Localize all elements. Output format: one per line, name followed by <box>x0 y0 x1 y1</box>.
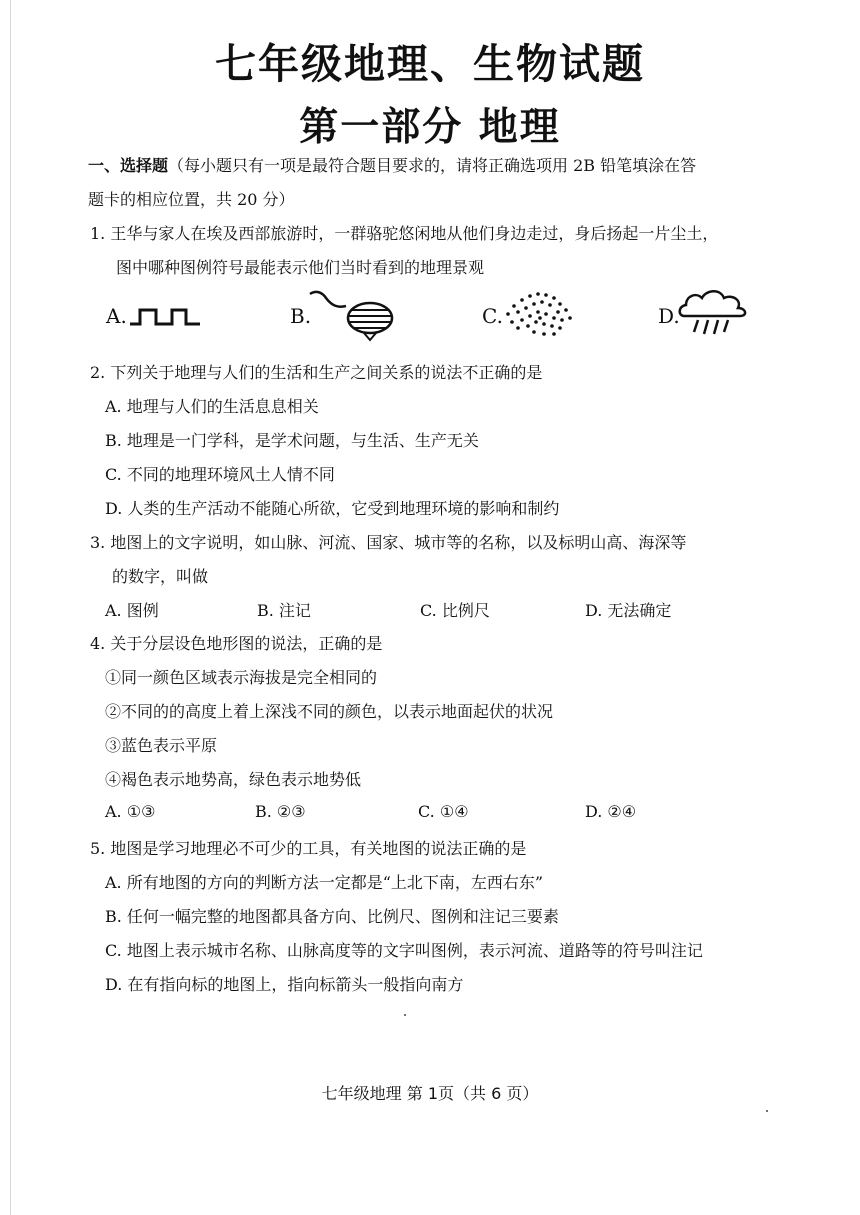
q2-stem: 2. 下列关于地理与人们的生活和生产之间关系的说法不正确的是 <box>90 363 543 382</box>
exam-title: 七年级地理、生物试题 <box>215 40 645 88</box>
q4-option-b: B. ②③ <box>255 802 306 821</box>
sandstorm-symbol-icon <box>500 288 580 342</box>
scan-speck <box>404 1014 406 1016</box>
q1-option-c <box>482 290 582 344</box>
q4-stem: 4. 关于分层设色地形图的说法，正确的是 <box>90 634 383 653</box>
swamp-symbol-icon <box>306 288 406 342</box>
q5-option-c: C. 地图上表示城市名称、山脉高度等的文字叫图例，表示河流、道路等的符号叫注记 <box>105 941 703 960</box>
q5-option-d: D. 在有指向标的地图上，指向标箭头一般指向南方 <box>105 975 464 994</box>
wall-symbol-icon <box>128 298 208 338</box>
q4-option-c: C. ①④ <box>418 802 469 821</box>
q5-option-b: B. 任何一幅完整的地图都具备方向、比例尺、图例和注记三要素 <box>105 907 559 926</box>
q1-option-b-label: B. <box>290 304 312 328</box>
q4-options <box>105 802 755 826</box>
q3-option-c: C. 比例尺 <box>420 601 490 620</box>
q1-option-d <box>658 290 758 344</box>
instruction-line-2: 题卡的相应位置，共 20 分） <box>88 190 295 209</box>
q3-options <box>105 598 755 622</box>
q3-stem-line-1: 3. 地图上的文字说明，如山脉、河流、国家、城市等的名称，以及标明山高、海深等 <box>90 533 687 552</box>
q1-option-d-label: D. <box>658 304 680 328</box>
section-heading: 一、选择题 <box>88 156 169 175</box>
q4-option-a: A. ①③ <box>105 802 156 821</box>
q4-statement-3: ③蓝色表示平原 <box>105 736 218 755</box>
q2-option-c: C. 不同的地理环境风土人情不同 <box>105 465 335 484</box>
q5-stem: 5. 地图是学习地理必不可少的工具，有关地图的说法正确的是 <box>90 839 527 858</box>
q1-option-b <box>290 290 410 344</box>
q1-option-a <box>106 290 216 344</box>
q1-option-a-label: A. <box>106 304 127 328</box>
q2-option-a: A. 地理与人们的生活息息相关 <box>105 397 319 416</box>
q4-statement-1: ①同一颜色区域表示海拔是完全相同的 <box>105 668 378 687</box>
q4-option-d: D. ②④ <box>585 802 637 821</box>
q3-option-b: B. 注记 <box>257 601 311 620</box>
page-footer: 七年级地理 第 1页（共 6 页） <box>321 1084 539 1103</box>
q1-stem-line-2: 图中哪种图例符号最能表示他们当时看到的地理景观 <box>116 258 485 277</box>
page-edge <box>10 0 11 1215</box>
q5-option-a: A. 所有地图的方向的判断方法一定都是“上北下南，左西右东” <box>105 873 544 892</box>
q2-option-d: D. 人类的生产活动不能随心所欲，它受到地理环境的影响和制约 <box>105 499 560 518</box>
q3-option-d: D. 无法确定 <box>585 601 672 620</box>
part-title: 第一部分 地理 <box>299 105 561 150</box>
q3-stem-line-2: 的数字，叫做 <box>112 567 209 586</box>
rain-cloud-symbol-icon <box>676 286 756 342</box>
scan-speck <box>766 1110 768 1112</box>
instruction-line-1: （每小题只有一项是最符合题目要求的，请将正确选项用 2B 铅笔填涂在答 <box>168 156 697 175</box>
q2-option-b: B. 地理是一门学科，是学术问题，与生活、生产无关 <box>105 431 479 450</box>
q4-statement-2: ②不同的的高度上着上深浅不同的颜色，以表示地面起伏的状况 <box>105 702 554 721</box>
q4-statement-4: ④褐色表示地势高，绿色表示地势低 <box>105 770 362 789</box>
q3-option-a: A. 图例 <box>105 601 159 620</box>
q1-option-c-label: C. <box>482 304 503 328</box>
section-instruction <box>88 154 696 178</box>
q1-stem-line-1: 1. 王华与家人在埃及西部旅游时，一群骆驼悠闲地从他们身边走过，身后扬起一片尘土， <box>90 224 719 243</box>
